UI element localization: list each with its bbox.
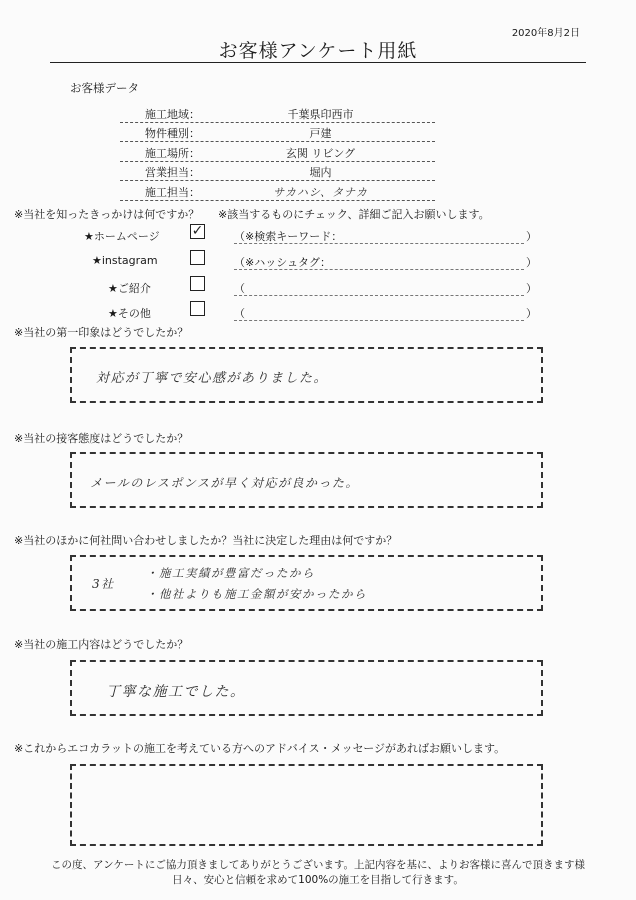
data-label: 施工場所：	[145, 146, 200, 160]
data-value: 戸建	[309, 127, 332, 140]
q3-answer-box[interactable]	[70, 452, 543, 508]
data-label: 営業担当：	[145, 166, 200, 179]
survey-date: 2020年8月2日	[511, 28, 580, 39]
q4-answer-box[interactable]	[70, 555, 543, 611]
title-underline	[50, 62, 586, 63]
option-detail-keyword: （※検索キーワード：	[234, 230, 343, 243]
data-row-location	[120, 142, 435, 162]
data-value: 玄関 リビング	[285, 146, 356, 160]
q5-answer-box[interactable]	[70, 660, 543, 716]
data-row-sales-rep	[120, 162, 435, 182]
answer-line	[234, 295, 524, 296]
footer-message-line2: 日々、安心と信頼を求めて100%の施工を目指して行きます。	[172, 874, 464, 886]
q4-reason-2: ・他社よりも施工金額が安かったから	[146, 587, 367, 601]
q3-question: ※当社の接客態度はどうでしたか？	[14, 432, 189, 445]
answer-line	[234, 320, 524, 321]
q1-instruction: ※該当するものにチェック、詳細ご記入お願いします。	[218, 208, 490, 221]
data-label: 施工担当：	[145, 185, 200, 199]
option-label-instagram: ★instagram	[92, 254, 158, 267]
q2-answer-box[interactable]	[70, 347, 543, 403]
q4-question: ※当社のほかに何社問い合わせしましたか？当社に決定した理由は何ですか？	[14, 534, 398, 547]
paren-close: ）	[526, 307, 537, 320]
customer-data-heading: お客様データ	[70, 81, 139, 95]
option-label-other: ★その他	[108, 307, 151, 320]
q6-answer-box[interactable]	[70, 764, 543, 846]
footer-message-line1: この度、アンケートにご協力頂きましてありがとうございます。上記内容を基に、よりお客様に喜んで頂きます様	[50, 859, 586, 871]
data-label: 施工地域：	[145, 107, 200, 121]
q5-answer-text: 丁寧な施工でした。	[106, 684, 246, 700]
data-row-installer	[120, 181, 435, 201]
answer-line	[234, 243, 524, 244]
checkbox-homepage[interactable]: ✓	[191, 223, 204, 239]
paren-close: ）	[526, 256, 537, 269]
q3-answer-text: メールのレスポンスが早く対応が良かった。	[90, 476, 360, 490]
q2-answer-text: 対応が丁寧で安心感がありました。	[96, 371, 329, 386]
data-label: 物件種別：	[145, 127, 200, 140]
checkbox-other[interactable]	[190, 301, 205, 316]
survey-title: お客様アンケート用紙	[218, 40, 418, 62]
q1-question: ※当社を知ったきっかけは何ですか？	[14, 208, 200, 221]
checkbox-instagram[interactable]	[190, 250, 205, 265]
q2-question: ※当社の第一印象はどうでしたか？	[14, 326, 189, 339]
data-value: 千葉県印西市	[287, 107, 354, 121]
answer-line	[234, 269, 524, 270]
paren-close: ）	[526, 282, 537, 295]
option-detail-other: （	[234, 307, 245, 320]
q6-question: ※これからエコカラットの施工を考えている方へのアドバイス・メッセージがあればお願いします。	[14, 742, 506, 755]
q5-question: ※当社の施工内容はどうでしたか？	[14, 638, 189, 651]
paren-close: ）	[526, 230, 537, 243]
option-detail-referral: （	[234, 282, 245, 295]
option-detail-hashtag: （※ハッシュタグ：	[234, 256, 331, 269]
data-value-handwritten: サカハシ、タナカ	[273, 185, 368, 199]
customer-data-table	[120, 103, 435, 201]
data-row-area	[120, 103, 435, 123]
option-label-homepage: ★ホームページ	[84, 230, 160, 243]
q4-reason-1: ・施工実績が豊富だったから	[146, 566, 315, 580]
checkbox-referral[interactable]	[190, 276, 205, 291]
data-value: 堀内	[309, 166, 332, 179]
data-row-property-type	[120, 123, 435, 143]
q4-company-count: 3社	[92, 577, 115, 591]
option-label-referral: ★ご紹介	[108, 282, 151, 295]
